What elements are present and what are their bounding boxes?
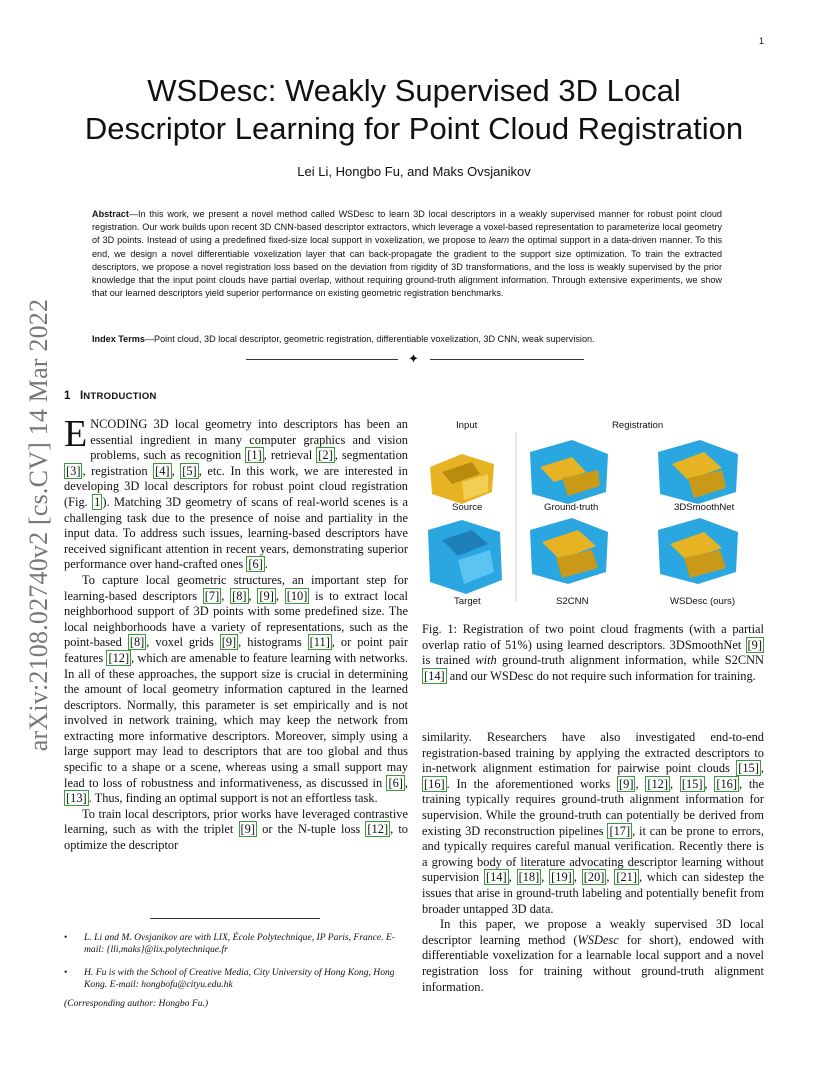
title-line-1: WSDesc: Weakly Supervised 3D Local [147, 73, 681, 108]
citation-link[interactable]: [14] [424, 668, 445, 683]
fig-label-registration: Registration [612, 420, 664, 431]
citation-link[interactable]: [15] [738, 761, 759, 776]
abstract-label: Abstract [92, 209, 129, 219]
citation-link[interactable]: [4] [155, 463, 170, 478]
citation-link[interactable]: [15] [681, 776, 703, 791]
fig-label-target: Target [454, 596, 481, 607]
abstract [92, 208, 722, 300]
citation-link[interactable]: [2] [318, 448, 333, 463]
paragraph-3: To train local descriptors, prior works have leveraged contrastive learning, such as with the triplet [9] or the N-tuple loss [12] , to optimize the descriptor [64, 806, 408, 853]
right-column [422, 730, 764, 995]
paragraph-2: To capture local geometric structures, an important step for learning-based descriptors [7] , [8] , [9] , [10] is to extract local neighborhood support of 3D points with some predefined size. The local neighborhoods have a variety of representations, such as the point-based [8] , voxel grids [9] , histograms [11] , or point pair features [12] , which are amenable to feature learning with networks. In all of these approaches, the support size is crucial in determining the amount of local geometry information captured in the learned descriptors. Normally, this parameter is set empirically and is not involved in network training, which may keep the network from extracting more informative descriptors. Moreover, simply using a large support may lead to descriptors that are too global and thus specific to a shape or a scene, whereas using a small support may lead to loss of robustness and informativeness, as discussed in [6] , [13] . Thus, finding an optimal support is not an effortless task. [64, 572, 408, 806]
figure-link[interactable]: 1 [94, 494, 101, 509]
citation-link[interactable]: [10] [286, 588, 308, 603]
citation-link[interactable]: [16] [716, 776, 738, 791]
citation-link[interactable]: [12] [647, 776, 668, 791]
divider-left [246, 359, 398, 360]
citation-link[interactable]: [3] [66, 463, 81, 478]
source-point-cloud [430, 454, 494, 504]
citation-link[interactable]: [7] [204, 588, 220, 603]
abstract-text-2: the optimal support in a data-driven manner. To this end, we design a novel differentiable voxelization layer that can back-propagate the gradient to the support size optimization. To train the extracted descriptors, we propose a novel registration loss based on the deviation from rigidity of 3D transformations, and the loss is weakly supervised by the prior knowledge that the input point clouds have partial overlap, without requiring ground-truth alignment information. Through extensive experiments, we show that our learned descriptors yield superior performance on existing geometric registration benchmarks. [92, 235, 723, 299]
citation-link[interactable]: [14] [485, 870, 507, 885]
target-point-cloud [428, 520, 502, 594]
section-initial: I [80, 390, 84, 402]
paper-title [70, 72, 758, 148]
arxiv-identifier: arXiv:2108.02740v2 [cs.CV] 14 Mar 2022 [24, 298, 53, 752]
paragraph-1: ENCODING 3D local geometry into descriptors has been an essential ingredient in many computer graphics and vision problems, such as recognition [1] , retrieval [2] , segmentation [3] , registration [4] , [5] , etc. In this work, we are interested in developing 3D local descriptors for robust point cloud registration (Fig. 1 ). Matching 3D geometry of scans of real-world scenes is a challenging task due to the presence of noise and partiality in the input data. To address such issues, learning-based descriptors have received significant attention in recent years, demonstrating superior performance over hand-crafted ones [6] . [64, 413, 408, 572]
citation-link[interactable]: [8] [129, 635, 145, 650]
footnote-2: • H. Fu is with the School of Creative Media, City University of Hong Kong, Hong Kong. E-mail: hongbofu@cityu.edu.hk [64, 967, 395, 990]
citation-link[interactable]: [9] [619, 776, 634, 791]
s2cnn-result [530, 518, 608, 584]
footnote-3: (Corresponding author: Hongbo Fu.) [64, 998, 209, 1009]
figure-caption: Fig. 1: Registration of two point cloud fragments (with a partial overlap ratio of 51%) using learned descriptors. 3DSmoothNet [9] is trained with ground-truth alignment information, while S2CNN [14] and our WSDesc do not require such information for training. [422, 622, 764, 683]
ground-truth-result [530, 440, 608, 504]
arxiv-sidebar [14, 285, 64, 765]
paragraph-right-1: similarity. Researchers have also investigated end-to-end registration-based training by applying the extracted descriptors to in-network alignment estimation for pairwise point clouds [15] , [16] . In the aforementioned works [9] , [12] , [15] , [16] , the training typically requires ground-truth alignment information for supervision. While the ground-truth can potentially be derived from existing 3D reconstruction pipelines [17] , it can be prone to errors, and typically requires careful manual verification. Recently there is a growing body of literature advocating descriptor learning without supervision [14] , [18] , [19] , [20] , [21] , which can sidestep the issues that arise in ground-truth labeling and potentially benefit from broader untapped 3D data. [422, 730, 765, 916]
citation-link[interactable]: [17] [609, 823, 631, 838]
citation-link[interactable]: [21] [616, 870, 637, 885]
title-line-2: Descriptor Learning for Point Cloud Registration [84, 111, 744, 146]
footnote-1: • L. Li and M. Ovsjanikov are with LIX, École Polytechnique, IP Paris, France. E-mail: {lli,maks}@lix.polytechnique.fr [64, 932, 395, 955]
citation-link[interactable]: [1] [247, 448, 262, 463]
smoothnet-result [658, 440, 738, 504]
section-number: 1 [64, 390, 71, 402]
abstract-text: —In this work, we present a novel method called WSDesc to learn 3D local descriptors in a weakly supervised manner for robust point cloud registration. Our work builds upon recent 3D CNN-based descriptor extractors, which leverage a voxel-based representation to parameterize local geometry of 3D points. Instead of using a predefined fixed-size local support in voxelization, we propose to [92, 209, 722, 246]
citation-link[interactable]: [13] [66, 791, 87, 806]
citation-link[interactable]: [16] [424, 776, 445, 791]
divider-right [430, 359, 584, 360]
section-title-rest: NTRODUCTION [83, 391, 157, 402]
fig-label-ground-truth: Ground-truth [544, 502, 599, 513]
abstract-emphasis: learn [488, 235, 510, 246]
fig-label-wsdesc: WSDesc (ours) [670, 596, 736, 607]
citation-link[interactable]: [5] [182, 463, 197, 478]
fig-label-source: Source [452, 502, 483, 513]
wsdesc-result [658, 518, 738, 584]
citation-link[interactable]: [12] [108, 650, 130, 665]
index-terms-text: —Point cloud, 3D local descriptor, geometric registration, differentiable voxelization, 3D CNN, weak supervision. [144, 334, 595, 344]
citation-link[interactable]: [9] [259, 588, 274, 603]
citation-link[interactable]: [6] [248, 557, 263, 572]
index-terms [92, 334, 732, 344]
citation-link[interactable]: [20] [583, 870, 605, 885]
citation-link[interactable]: [6] [388, 775, 403, 790]
citation-link[interactable]: [9] [747, 637, 762, 652]
citation-link[interactable]: [18] [518, 870, 540, 885]
page-number: 1 [758, 36, 764, 46]
citation-link[interactable]: [19] [551, 870, 572, 885]
footnote-rule [150, 918, 320, 919]
index-terms-label: Index Terms [92, 334, 145, 344]
divider-diamond-icon: ✦ [408, 351, 419, 366]
small-caps-word: NCODING [90, 417, 148, 431]
authors: Lei Li, Hongbo Fu, and Maks Ovsjanikov [297, 164, 531, 179]
drop-cap: E [64, 413, 88, 455]
citation-link[interactable]: [12] [367, 822, 389, 837]
citation-link[interactable]: [11] [309, 635, 330, 650]
citation-link[interactable]: [9] [221, 635, 237, 650]
fig-label-3dsmoothnet: 3DSmoothNet [674, 502, 735, 513]
left-column [64, 413, 408, 854]
paragraph-right-2: In this paper, we propose a weakly supervised 3D local descriptor learning method (WSDesc for short), endowed with differentiable voxelization for a learnable local support and a novel registration loss for training without ground-truth alignment information. [422, 917, 764, 994]
fig-label-s2cnn: S2CNN [556, 596, 589, 607]
fig-label-input: Input [456, 420, 478, 431]
citation-link[interactable]: [8] [232, 588, 247, 603]
citation-link[interactable]: [9] [240, 822, 255, 837]
figure-1 [422, 412, 762, 612]
section-heading [64, 390, 157, 402]
